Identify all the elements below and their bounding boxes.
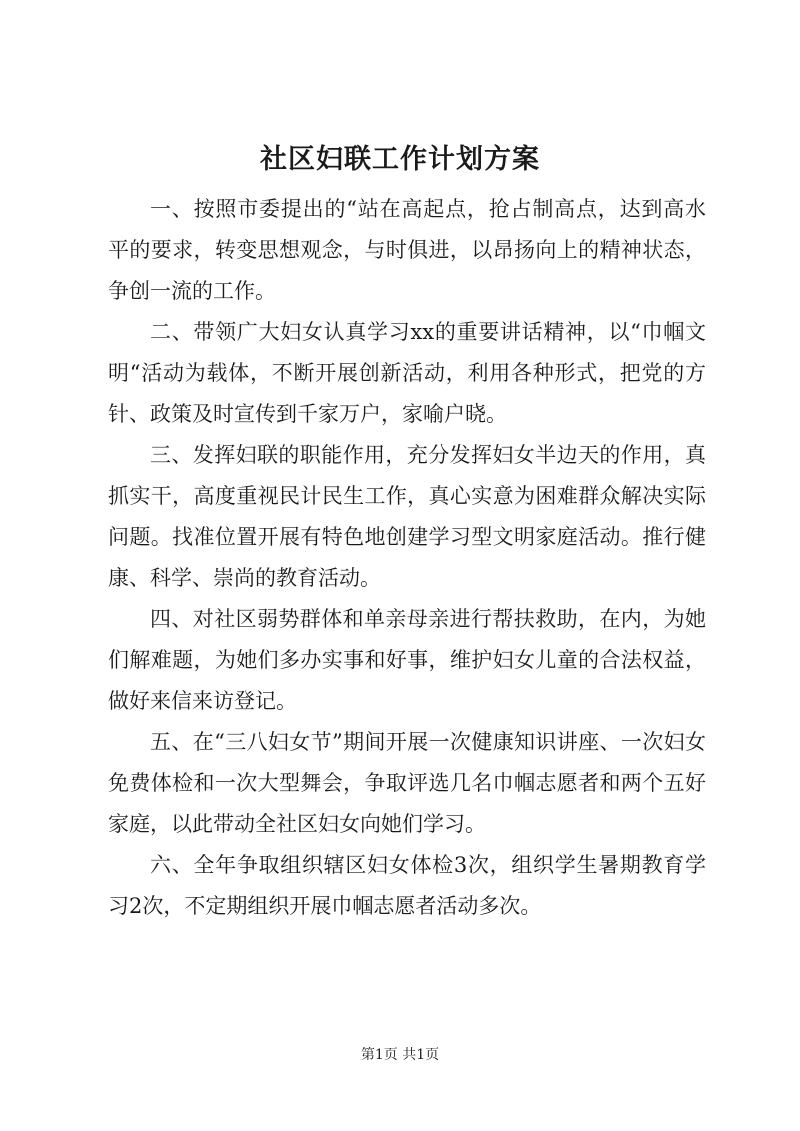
page-footer: 第1页 共1页 — [360, 1047, 440, 1063]
paragraph-1: 一、按照市委提出的“站在高起点，抢占制高点，达到高水平的要求，转变思想观念，与时俱进，以昂扬向上的精神状态，争创一流的工作。 — [108, 197, 706, 303]
document-title: 社区妇联工作计划方案 — [260, 144, 540, 175]
paragraph-3: 三、发挥妇联的职能作用，充分发挥妇女半边天的作用，真抓实干，高度重视民计民生工作，真心实意为困难群众解决实际问题。找准位置开展有特色地创建学习型文明家庭活动。推行健康、科学、崇尚的教育活动。 — [108, 443, 706, 590]
paragraph-4: 四、对社区弱势群体和单亲母亲进行帮扶救助，在内，为她们解难题，为她们多办实事和好事，维护妇女儿童的合法权益，做好来信来访登记。 — [108, 607, 706, 713]
paragraph-6: 六、全年争取组织辖区妇女体检3次，组织学生暑期教育学习2次，不定期组织开展巾帼志愿者活动多次。 — [108, 853, 706, 918]
document-body — [108, 189, 706, 927]
paragraph-5: 五、在“三八妇女节”期间开展一次健康知识讲座、一次妇女免费体检和一次大型舞会，争取评选几名巾帼志愿者和两个五好家庭，以此带动全社区妇女向她们学习。 — [108, 730, 706, 836]
paragraph-2: 二、带领广大妇女认真学习xx的重要讲话精神，以“巾帼文明“活动为载体，不断开展创新活动，利用各种形式，把党的方针、政策及时宣传到千家万户，家喻户晓。 — [108, 320, 706, 426]
